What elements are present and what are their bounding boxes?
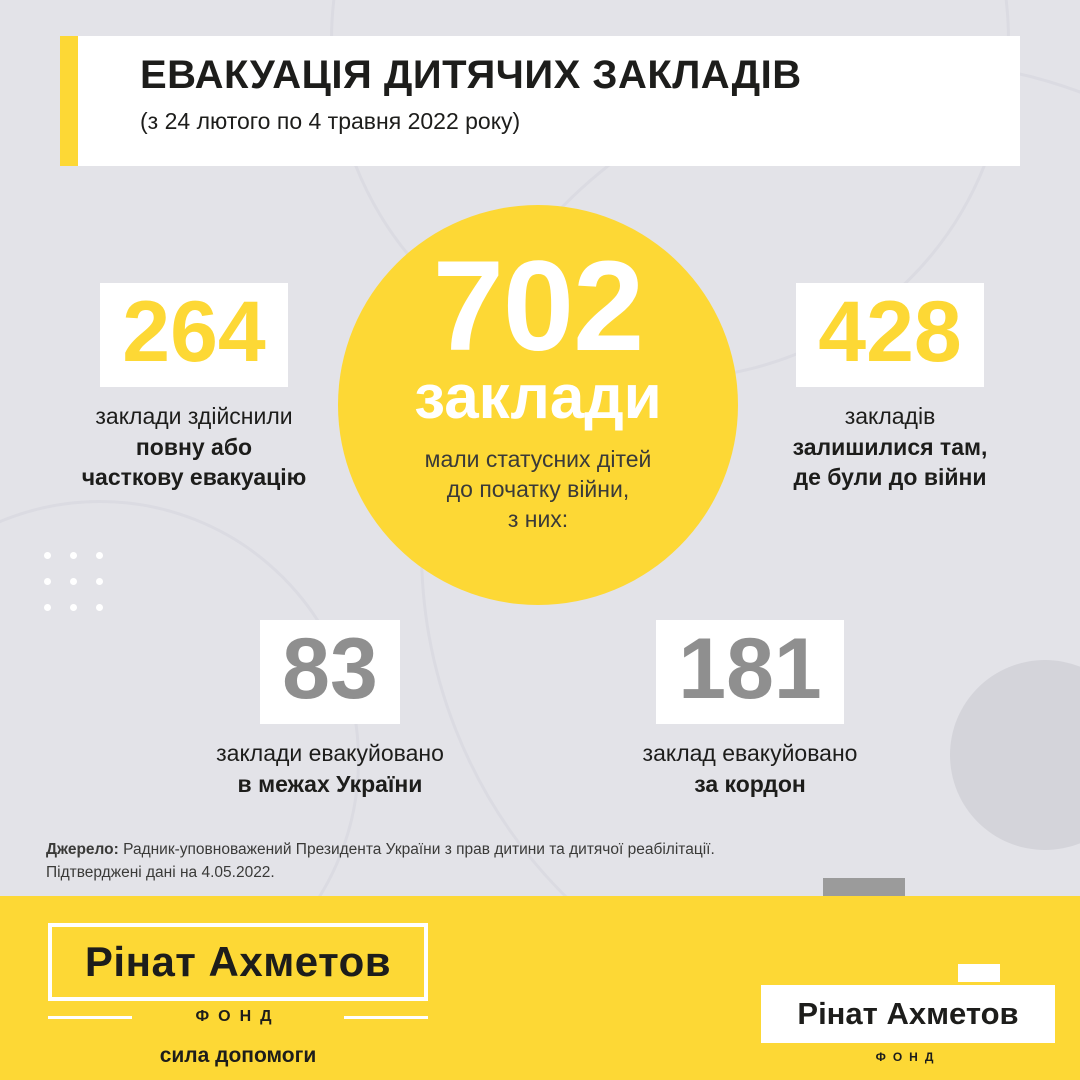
stat-evacuated-abroad-line2: за кордон [694, 770, 806, 797]
stat-evacuated-total-line3: часткову евакуацію [81, 464, 307, 491]
central-stat-number: 702 [432, 235, 644, 378]
header-accent-bar [60, 36, 78, 166]
watermark-logo-box [758, 982, 1058, 1046]
central-stat-caption [338, 445, 738, 535]
watermark-logo-subtitle: ФОНД [875, 1050, 941, 1064]
stat-evacuated-domestic-number: 83 [282, 621, 378, 717]
stat-evacuated-total-numbox [100, 283, 288, 387]
foundation-slogan: сила допомоги [159, 1044, 317, 1067]
stat-evacuated-total [44, 283, 344, 492]
stat-remained-line2: залишилися там, [792, 433, 988, 460]
stat-evacuated-total-number: 264 [122, 284, 266, 380]
stat-evacuated-total-line2: повну або [135, 433, 253, 460]
stat-remained-numbox [796, 283, 984, 387]
watermark-logo-name: Рінат Ахметов [797, 996, 1019, 1031]
page-subtitle: (з 24 лютого по 4 травня 2022 року) [140, 108, 521, 134]
central-stat-caption-line3: з них: [507, 505, 569, 532]
source-text: Радник-уповноважений Президента України з прав дитини та дитячої реабілітації. [123, 841, 715, 858]
stat-remained-line3: де були до війни [793, 464, 987, 491]
central-stat-circle [338, 205, 738, 605]
stat-remained-line1: закладів [844, 403, 936, 430]
foundation-logo-name: Рінат Ахметов [84, 938, 392, 985]
stat-evacuated-total-caption [44, 401, 344, 492]
page-title: ЕВАКУАЦІЯ ДИТЯЧИХ ЗАКЛАДІВ [140, 53, 802, 97]
stat-evacuated-domestic-numbox [260, 620, 400, 724]
stat-evacuated-abroad [580, 620, 920, 799]
stat-evacuated-domestic-line2: в межах України [237, 770, 423, 797]
header-text-box [78, 36, 1020, 166]
stat-remained-number: 428 [818, 284, 962, 380]
central-stat-caption-line1: мали статусних дітей [424, 446, 652, 472]
stat-evacuated-domestic [160, 620, 500, 799]
source-confirmation: Підтверджені дані на 4.05.2022. [46, 864, 275, 882]
foundation-logo [48, 923, 428, 1001]
stat-evacuated-abroad-caption [580, 738, 920, 799]
source-note [46, 838, 946, 885]
central-stat-word: заклади [414, 363, 662, 432]
dot-grid-decoration [44, 552, 124, 632]
watermark-logo [758, 982, 1058, 1074]
stat-evacuated-abroad-number: 181 [678, 621, 822, 717]
stat-evacuated-domestic-line1: заклади евакуйовано [216, 740, 444, 767]
stat-remained-caption [740, 401, 1040, 492]
stat-evacuated-domestic-caption [160, 738, 500, 799]
stat-remained [740, 283, 1040, 492]
stat-evacuated-abroad-line1: заклад евакуйовано [642, 740, 858, 767]
stat-evacuated-total-line1: заклади здійснили [95, 403, 293, 430]
central-stat-caption-line2: до початку війни, [446, 475, 630, 502]
stat-evacuated-abroad-numbox [656, 620, 844, 724]
watermark-tab-decoration [958, 964, 1000, 984]
source-label: Джерело: [46, 841, 119, 858]
page-header [60, 36, 1020, 166]
foundation-logo-subtitle: ФОНД [195, 1008, 281, 1025]
